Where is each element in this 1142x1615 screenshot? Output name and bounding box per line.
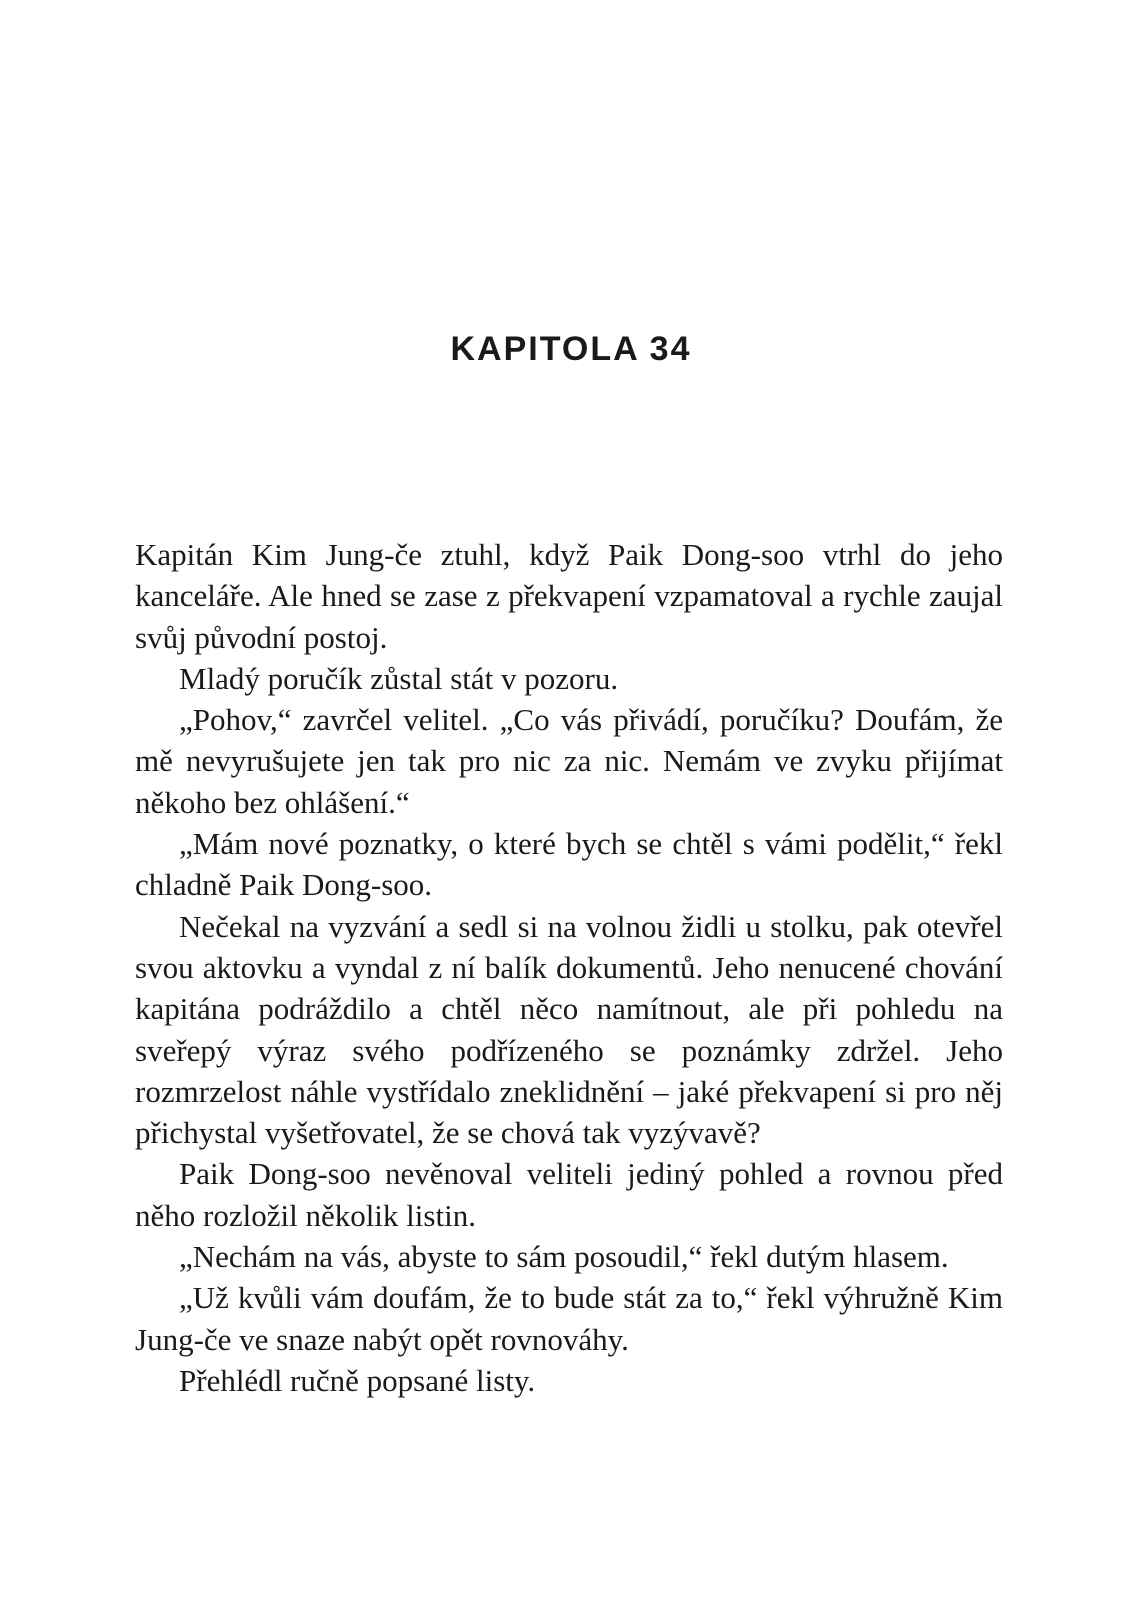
chapter-label: KAPITOLA: [450, 330, 640, 368]
chapter-body: [135, 534, 1003, 1401]
chapter-title: [0, 330, 1142, 369]
chapter-number: 34: [649, 330, 692, 368]
paragraph: Mladý poručík zůstal stát v pozoru.: [179, 660, 619, 696]
paragraph: „Nechám na vás, abyste to sám posoudil,“ řekl dutým hlasem.: [179, 1239, 949, 1275]
paragraph: „Už kvůli vám doufám, že to bude stát za to,“ řekl výhružně Kim Jung-če ve snaze nabýt opět rovnováhy.: [135, 1280, 1003, 1357]
paragraph: Kapitán Kim Jung-če ztuhl, když Paik Dong-soo vtrhl do jeho kanceláře. Ale hned se zase z překvapení vzpamatoval a rychle zaujal svůj původní postoj.: [135, 537, 1003, 655]
paragraph: „Mám nové poznatky, o které bych se chtěl s vámi podělit,“ řekl chladně Paik Dong-soo.: [135, 826, 1003, 903]
paragraph: Přehlédl ručně popsané listy.: [179, 1362, 536, 1398]
paragraph: Nečekal na vyzvání a sedl si na volnou židli u stolku, pak otevřel svou aktovku a vyndal z ní balík dokumentů. Jeho nenucené chování kapitána podráždilo a chtěl něco namítnout, ale při pohledu na sveřepý výraz svého podřízeného se poznámky zdržel. Jeho rozmrzelost náhle vystřídalo zneklidnění – jaké překvapení si pro něj přichystal vyšetřovatel, že se chová tak vyzývavě?: [135, 908, 1003, 1151]
paragraph: „Pohov,“ zavrčel velitel. „Co vás přivádí, poručíku? Doufám, že mě nevyrušujete jen tak pro nic za nic. Nemám ve zvyku přijímat někoho bez ohlášení.“: [135, 702, 1003, 820]
paragraph: Paik Dong-soo nevěnoval veliteli jediný pohled a rovnou před něho rozložil několik listin.: [135, 1156, 1003, 1233]
